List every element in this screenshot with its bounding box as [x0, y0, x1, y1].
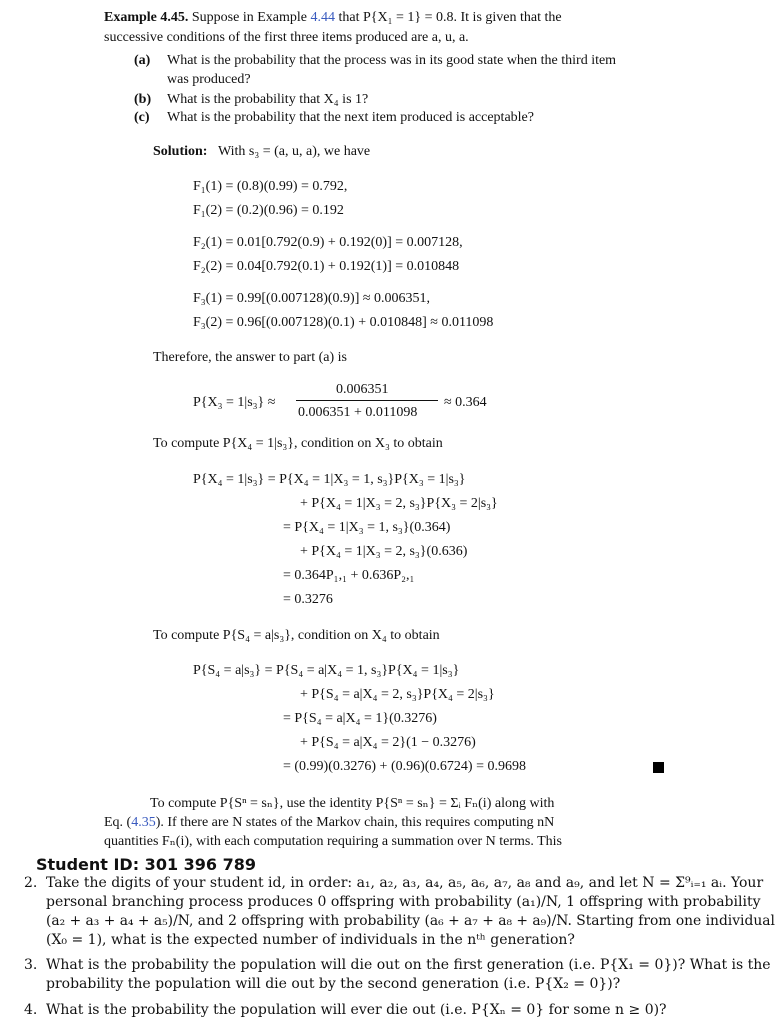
fraction-denominator: 0.006351 + 0.011098	[298, 405, 418, 420]
x4-eq-line: = P{X₄ = 1|X₃ = 1, s₃}(0.364)	[283, 520, 451, 535]
x4-eq-line: + P{X₄ = 1|X₃ = 2, s₃}(0.636)	[300, 544, 468, 559]
intro-text-a: Suppose in Example	[188, 10, 311, 25]
compute-s4-text: To compute P{S₄ = a|s₃}, condition on X₄ to obtain	[153, 628, 440, 643]
therefore-text: Therefore, the answer to part (a) is	[153, 350, 347, 365]
fraction-lhs: P{X₃ = 1|s₃} ≈	[193, 395, 276, 410]
part-c-label: (c)	[134, 110, 150, 125]
student-id-heading: Student ID: 301 396 789	[36, 855, 257, 874]
example-ref-link[interactable]: 4.44	[310, 10, 335, 25]
s4-eq-line: + P{S₄ = a|X₄ = 2}(1 − 0.3276)	[300, 735, 476, 750]
eq-f2-2: F₂(2) = 0.04[0.792(0.1) + 0.192(1)] = 0.010848	[193, 259, 460, 274]
part-b-line1: What is the probability that X₄ is 1?	[167, 92, 369, 107]
closing-line-1: To compute P{Sⁿ = sₙ}, use the identity P{Sⁿ = sₙ} = Σᵢ Fₙ(i) along with	[150, 796, 555, 811]
eq-ref-link[interactable]: 4.35	[131, 815, 156, 830]
s4-eq-line: + P{S₄ = a|X₄ = 2, s₃}P{X₄ = 2|s₃}	[300, 687, 495, 702]
question-line: (X₀ = 1), what is the expected number of individuals in the nᵗʰ generation?	[46, 932, 575, 948]
x4-eq-line: = 0.364P₁,₁ + 0.636P₂,₁	[283, 568, 415, 583]
part-a-line1: What is the probability that the process was in its good state when the third item	[167, 53, 617, 68]
fraction-rhs: ≈ 0.364	[444, 395, 487, 410]
part-a-line2: was produced?	[167, 72, 251, 87]
question-number: 3.	[24, 957, 38, 973]
x4-eq-line: P{X₄ = 1|s₃} = P{X₄ = 1|X₃ = 1, s₃}P{X₃ = 1|s₃}	[193, 472, 466, 487]
part-a-label: (a)	[134, 53, 151, 68]
eq-f1-2: F₁(2) = (0.2)(0.96) = 0.192	[193, 203, 344, 218]
question-line: What is the probability the population will ever die out (i.e. P{Xₙ = 0} for some n ≥ 0)?	[46, 1002, 667, 1018]
question-line: probability the population will die out by the second generation (i.e. P{X₂ = 0})?	[46, 976, 621, 992]
question-line: personal branching process produces 0 offspring with probability (a₁)/N, 1 offspring with probability	[46, 894, 761, 910]
x4-eq-line: = 0.3276	[283, 592, 333, 607]
eq-f1-1: F₁(1) = (0.8)(0.99) = 0.792,	[193, 179, 348, 194]
part-c-line1: What is the probability that the next item produced is acceptable?	[167, 110, 534, 125]
question-number: 2.	[24, 875, 38, 891]
solution-line	[153, 142, 370, 162]
closing-line-3: quantities Fₙ(i), with each computation requiring a summation over N terms. This	[104, 834, 562, 849]
solution-label: Solution:	[153, 144, 208, 159]
s4-eq-line: = (0.99)(0.3276) + (0.96)(0.6724) = 0.9698	[283, 759, 526, 774]
x4-eq-line: + P{X₄ = 1|X₃ = 2, s₃}P{X₃ = 2|s₃}	[300, 496, 498, 511]
example-heading	[104, 8, 562, 28]
eq-f3-2: F₃(2) = 0.96[(0.007128)(0.1) + 0.010848] ≈ 0.011098	[193, 315, 494, 330]
example-title: Example 4.45.	[104, 10, 189, 25]
s4-eq-line: P{S₄ = a|s₃} = P{S₄ = a|X₄ = 1, s₃}P{X₄ = 1|s₃}	[193, 663, 460, 678]
question-line: Take the digits of your student id, in order: a₁, a₂, a₃, a₄, a₅, a₆, a₇, a₈ and a₉, and let N = Σ⁹ᵢ₌₁ aᵢ. Your	[46, 875, 764, 891]
question-number: 4.	[24, 1002, 38, 1018]
question-line: (a₂ + a₃ + a₄ + a₅)/N, and 2 offspring with probability (a₆ + a₇ + a₈ + a₉)/N. Starting from one individual	[46, 913, 775, 929]
eq-f2-1: F₂(1) = 0.01[0.792(0.9) + 0.192(0)] = 0.007128,	[193, 235, 463, 250]
eq-f3-1: F₃(1) = 0.99[(0.007128)(0.9)] ≈ 0.006351,	[193, 291, 431, 306]
part-b-label: (b)	[134, 92, 152, 107]
closing-line-2: Eq. (4.35). If there are N states of the Markov chain, this requires computing nN	[104, 815, 555, 830]
s4-eq-line: = P{S₄ = a|X₄ = 1}(0.3276)	[283, 711, 437, 726]
solution-text: With s₃ = (a, u, a), we have	[217, 144, 371, 159]
question-line: What is the probability the population will die out on the first generation (i.e. P{X₁ = 0})? What is the	[46, 957, 771, 973]
intro-text-b: that P{X₁ = 1} = 0.8. It is given that the	[335, 10, 562, 25]
compute-x4-text: To compute P{X₄ = 1|s₃}, condition on X₃ to obtain	[153, 436, 443, 451]
qed-square-icon	[653, 762, 664, 773]
fraction-bar	[296, 400, 438, 401]
fraction-numerator: 0.006351	[336, 382, 389, 397]
intro-line-2: successive conditions of the first three items produced are a, u, a.	[104, 30, 469, 45]
